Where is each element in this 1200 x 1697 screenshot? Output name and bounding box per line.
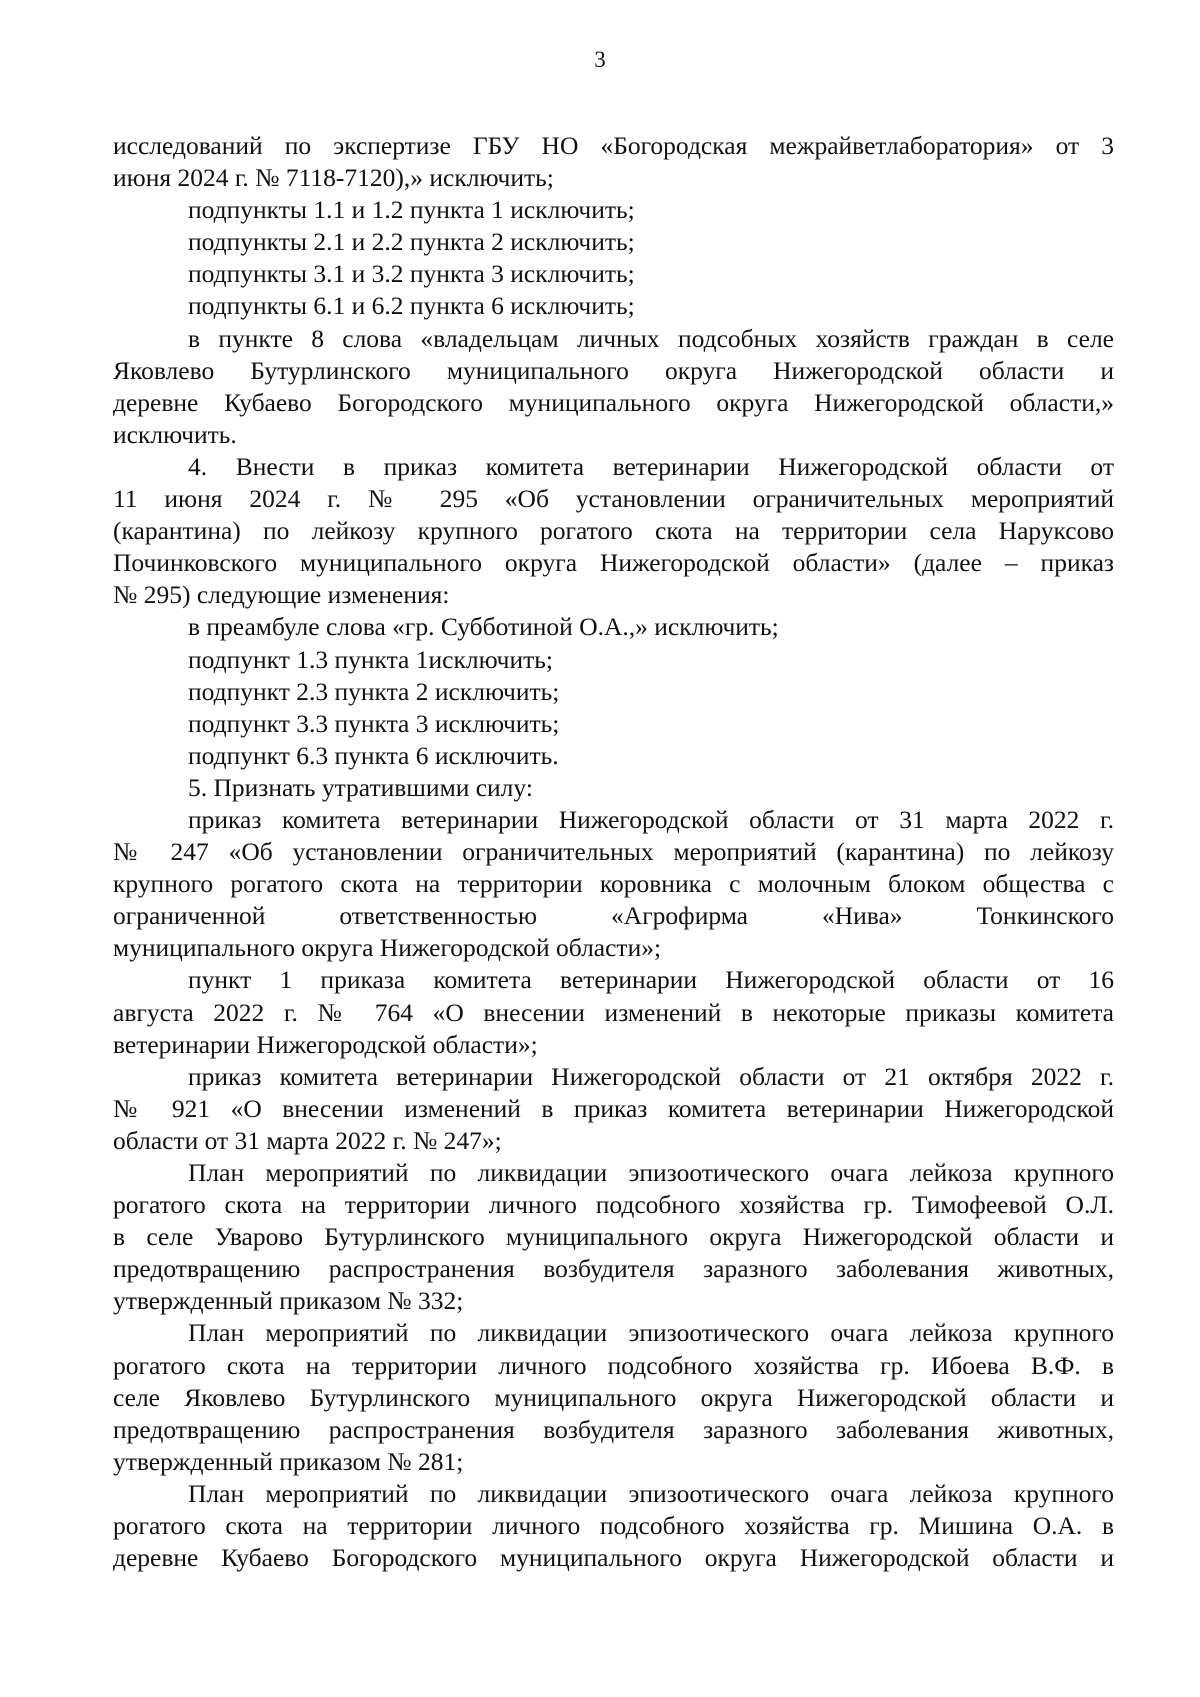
text-line: № 921 «О внесении изменений в приказ комитета ветеринарии Нижегородской [113, 1093, 1114, 1123]
text-line: исключить. [113, 419, 237, 449]
text-line: утвержденный приказом № 332; [113, 1286, 464, 1316]
text-line: крупного рогатого скота на территории коровника с молочным блоком общества с [113, 869, 1114, 899]
text-line: утвержденный приказом № 281; [113, 1446, 464, 1476]
text-line: подпункты 6.1 и 6.2 пункта 6 исключить; [188, 291, 635, 321]
text-line: деревне Кубаево Богородского муниципального округа Нижегородской области,» [113, 387, 1114, 417]
text-line: рогатого скота на территории личного подсобного хозяйства гр. Тимофеевой О.Л. [113, 1190, 1114, 1220]
text-line: деревне Кубаево Богородского муниципального округа Нижегородской области и [113, 1543, 1114, 1573]
text-line: августа 2022 г. № 764 «О внесении изменений в некоторые приказы комитета [113, 997, 1114, 1027]
text-line: 4. Внести в приказ комитета ветеринарии Нижегородской области от [188, 451, 1114, 481]
text-line: Починковского муниципального округа Нижегородской области» (далее – приказ [113, 548, 1114, 578]
text-line: План мероприятий по ликвидации эпизоотического очага лейкоза крупного [188, 1318, 1114, 1348]
page-number: 3 [594, 47, 606, 72]
text-line: подпункт 6.3 пункта 6 исключить. [188, 740, 559, 770]
text-line: № 295) следующие изменения: [113, 580, 450, 610]
text-line: 11 июня 2024 г. № 295 «Об установлении ограничительных мероприятий [113, 484, 1114, 514]
text-line: подпункты 2.1 и 2.2 пункта 2 исключить; [188, 227, 635, 257]
text-line: ветеринарии Нижегородской области»; [113, 1029, 538, 1059]
text-line: пункт 1 приказа комитета ветеринарии Нижегородской области от 16 [188, 965, 1114, 995]
text-line: муниципального округа Нижегородской области»; [113, 933, 662, 963]
text-line: рогатого скота на территории личного подсобного хозяйства гр. Мишина О.А. в [113, 1511, 1114, 1541]
text-line: План мероприятий по ликвидации эпизоотического очага лейкоза крупного [188, 1478, 1114, 1508]
text-line: в пункте 8 слова «владельцам личных подсобных хозяйств граждан в селе [188, 323, 1114, 353]
text-line: рогатого скота на территории личного подсобного хозяйства гр. Ибоева В.Ф. в [113, 1350, 1114, 1380]
text-line: (карантина) по лейкозу крупного рогатого скота на территории села Наруксово [113, 516, 1114, 546]
text-line: № 247 «Об установлении ограничительных мероприятий (карантина) по лейкозу [113, 837, 1114, 867]
text-line: области от 31 марта 2022 г. № 247»; [113, 1125, 502, 1155]
text-line: подпункты 1.1 и 1.2 пункта 1 исключить; [188, 195, 635, 225]
text-line: подпункт 1.3 пункта 1исключить; [188, 644, 553, 674]
document-body [113, 130, 1114, 1574]
text-line: подпункт 3.3 пункта 3 исключить; [188, 708, 560, 738]
text-line: подпункт 2.3 пункта 2 исключить; [188, 676, 560, 706]
text-line: селе Яковлево Бутурлинского муниципального округа Нижегородской области и [113, 1382, 1114, 1412]
text-line: июня 2024 г. № 7118-7120),» исключить; [113, 163, 554, 193]
text-line: предотвращению распространения возбудителя заразного заболевания животных, [113, 1254, 1114, 1284]
text-line: предотвращению распространения возбудителя заразного заболевания животных, [113, 1414, 1114, 1444]
text-line: Яковлево Бутурлинского муниципального округа Нижегородской области и [113, 355, 1114, 385]
text-line: исследований по экспертизе ГБУ НО «Богородская межрайветлаборатория» от 3 [113, 131, 1114, 160]
text-line: приказ комитета ветеринарии Нижегородской области от 31 марта 2022 г. [188, 804, 1114, 834]
text-line: в преамбуле слова «гр. Субботиной О.А.,» исключить; [188, 612, 779, 642]
text-line: 5. Признать утратившими силу: [188, 772, 533, 802]
text-line: ограниченной ответственностью «Агрофирма «Нива» Тонкинского [113, 901, 1114, 931]
text-line: План мероприятий по ликвидации эпизоотического очага лейкоза крупного [188, 1158, 1114, 1187]
text-line: в селе Уварово Бутурлинского муниципального округа Нижегородской области и [113, 1222, 1114, 1252]
text-line: приказ комитета ветеринарии Нижегородской области от 21 октября 2022 г. [188, 1061, 1114, 1091]
text-line: подпункты 3.1 и 3.2 пункта 3 исключить; [188, 259, 635, 289]
